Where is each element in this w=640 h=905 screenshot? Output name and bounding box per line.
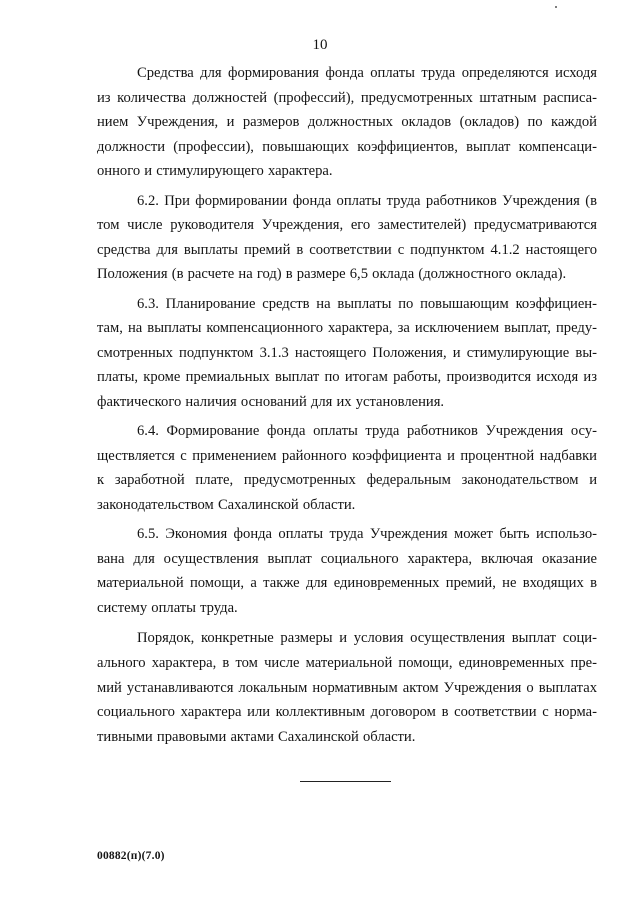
paragraph-6-5-savings: 6.5. Экономия фонда оплаты труда Учреждения может быть использована для осуществления выплат социального характера, включая оказание материальной помощи, а также для единовременных премий, не входящих в систему оплаты труда. [97,526,597,616]
end-separator-line [300,781,391,782]
page-number: 10 [312,37,328,53]
paragraph-6-4-regional-coefficient: 6.4. Формирование фонда оплаты труда работников Учреждения осуществляется с применением районного коэффициента и процентной надбавки к заработной плате, предусмотренных федеральным законодательством и законодательством Сахалинской области. [97,423,597,513]
scan-speck [555,6,557,8]
paragraph-6-2-bonuses: 6.2. При формировании фонда оплаты труда работников Учреждения (в том числе руководителя Учреждения, его заместителей) предусматриваются средства для выплаты премий в соответствии с подпунктом 4.1.2 настоящего Положения (в расчете на год) в размере 6,5 оклада (должностного оклада). [97,192,597,283]
document-body [97,61,597,749]
paragraph-fund-composition: Средства для формирования фонда оплаты труда определяются исходя из количества должностей (профессий), предусмотренных штатным расписанием Учреждения, и размеров должностных окладов (окладов) по каждой должности (профессии), повышающих коэффициентов, выплат компенсационного и стимулирующего характера. [97,65,597,180]
paragraph-social-payments-procedure: Порядок, конкретные размеры и условия осуществления выплат социального характера, в том числе материальной помощи, единовременных премий устанавливаются локальным нормативным актом Учреждения о выплатах социального характера или коллективным договором в соответствии с нормативными правовыми актами Сахалинской области. [97,630,597,745]
document-code: 00882(п)(7.0) [97,850,165,862]
paragraph-6-3-planning: 6.3. Планирование средств на выплаты по повышающим коэффициентам, на выплаты компенсационного характера, за исключением выплат, предусмотренных подпунктом 3.1.3 настоящего Положения, и стимулирующие выплаты, кроме премиальных выплат по итогам работы, производится исходя из фактического наличия оснований для их установления. [97,295,597,410]
